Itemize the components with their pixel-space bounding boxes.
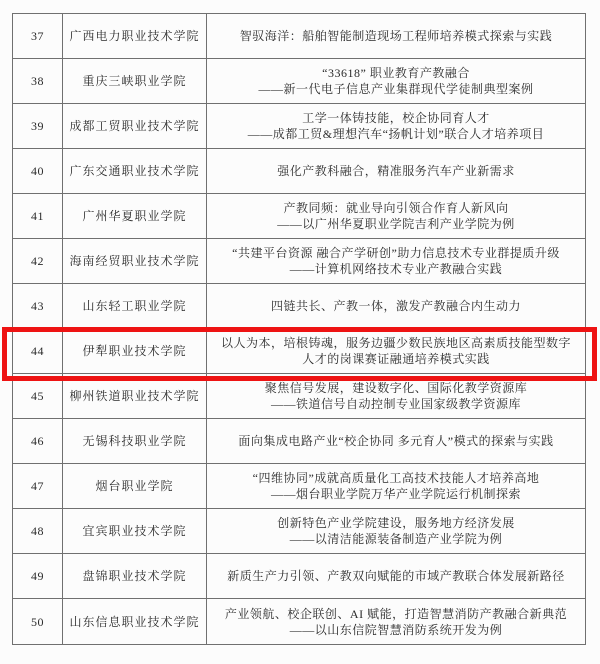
row-number: 50 [13, 599, 63, 644]
project-title-line: 产业领航、校企联创、AI 赋能，打造智慧消防产教融合新典范 [224, 606, 568, 621]
school-name: 成都工贸职业技术学院 [63, 104, 207, 148]
project-title-line: “33618” 职业教育产教融合 [322, 66, 470, 80]
table-row [13, 554, 585, 599]
table-row [13, 194, 585, 239]
school-name: 伊犁职业技术学院 [63, 329, 207, 373]
project-title-line: 新质生产力引领、产教双向赋能的市域产教联合体发展新路径 [227, 569, 565, 583]
project-title [207, 464, 585, 508]
row-number: 37 [13, 14, 63, 58]
project-title-line: ——新一代电子信息产业集群现代学徒制典型案例 [258, 82, 534, 96]
row-number: 47 [13, 464, 63, 508]
table-row [13, 104, 585, 149]
table-row [13, 14, 585, 59]
project-title [207, 374, 585, 418]
row-number: 42 [13, 239, 63, 283]
project-title-line: 强化产教科融合，精准服务汽车产业新需求 [277, 164, 515, 178]
row-number: 46 [13, 419, 63, 463]
project-title-line: ——以广州华夏职业学院吉利产业学院为例 [277, 217, 515, 231]
project-title-line: 四链共长、产教一体，激发产教融合内生动力 [270, 299, 521, 313]
project-title [207, 194, 585, 238]
project-title [207, 284, 585, 328]
project-title-line: 创新特色产业学院建设，服务地方经济发展 [277, 516, 515, 530]
project-title [207, 149, 585, 193]
school-name: 宜宾职业技术学院 [63, 509, 207, 553]
project-title-line: ——以山东信院智慧消防系统开发为例 [289, 622, 503, 637]
project-title [207, 104, 585, 148]
table-row [13, 374, 585, 419]
row-number: 45 [13, 374, 63, 418]
row-number: 40 [13, 149, 63, 193]
project-title-line: 以人为本，培根铸魂，服务边疆少数民族地区高素质技能型数字 [220, 336, 571, 350]
row-number: 49 [13, 554, 63, 598]
table-row [13, 239, 585, 284]
project-title-line: “四维协同”成就高质量化工高技术技能人才培养高地 [252, 471, 540, 485]
project-title [207, 509, 585, 553]
project-title [207, 14, 585, 58]
school-name: 无锡科技职业学院 [63, 419, 207, 463]
table-row [13, 509, 585, 554]
project-title-line: ——计算机网络技术专业产教融合实践 [289, 262, 503, 276]
project-title-line: 智驭海洋：船舶智能制造现场工程师培养模式探索与实践 [239, 29, 553, 43]
project-title [207, 329, 585, 373]
school-name: 烟台职业学院 [63, 464, 207, 508]
row-number: 41 [13, 194, 63, 238]
project-title [207, 599, 585, 644]
project-title-line: 聚焦信号发展，建设数字化、国际化教学资源库 [264, 381, 528, 395]
project-title [207, 59, 585, 103]
project-title [207, 554, 585, 598]
row-number: 48 [13, 509, 63, 553]
project-title-line: ——以清洁能源装备制造产业学院为例 [289, 532, 503, 546]
table-row [13, 464, 585, 509]
table-row [13, 599, 585, 644]
row-number: 39 [13, 104, 63, 148]
row-number: 44 [13, 329, 63, 373]
school-name: 广西电力职业技术学院 [63, 14, 207, 58]
table-row [13, 59, 585, 104]
project-title [207, 239, 585, 283]
project-title-line: ——铁道信号自动控制专业国家级教学资源库 [270, 397, 521, 411]
project-title [207, 419, 585, 463]
project-title-line: 人才的岗课赛证融通培养模式实践 [302, 352, 490, 366]
school-name: 广州华夏职业学院 [63, 194, 207, 238]
project-title-line: 工学一体铸技能，校企协同育人才 [302, 111, 490, 125]
school-name: 广东交通职业技术学院 [63, 149, 207, 193]
school-name: 海南经贸职业技术学院 [63, 239, 207, 283]
school-name: 柳州铁道职业技术学院 [63, 374, 207, 418]
row-number: 38 [13, 59, 63, 103]
project-title-line: 产教同频：就业导向引领合作育人新风向 [283, 201, 509, 215]
table-row [13, 149, 585, 194]
project-title-line: ——成都工贸&理想汽车“扬帆计划”联合人才培养项目 [247, 127, 545, 141]
row-number: 43 [13, 284, 63, 328]
results-table [12, 13, 586, 645]
school-name: 山东信息职业技术学院 [63, 599, 207, 644]
school-name: 重庆三峡职业学院 [63, 59, 207, 103]
table-row [13, 329, 585, 374]
project-title-line: ——烟台职业学院万华产业学院运行机制探索 [270, 487, 521, 501]
school-name: 山东轻工职业学院 [63, 284, 207, 328]
project-title-line: “共建平台资源 融合产学研创”助力信息技术专业群提质升级 [232, 246, 560, 260]
table-row [13, 419, 585, 464]
project-title-line: 面向集成电路产业“校企协同 多元育人”模式的探索与实践 [238, 434, 554, 448]
table-row [13, 284, 585, 329]
school-name: 盘锦职业技术学院 [63, 554, 207, 598]
